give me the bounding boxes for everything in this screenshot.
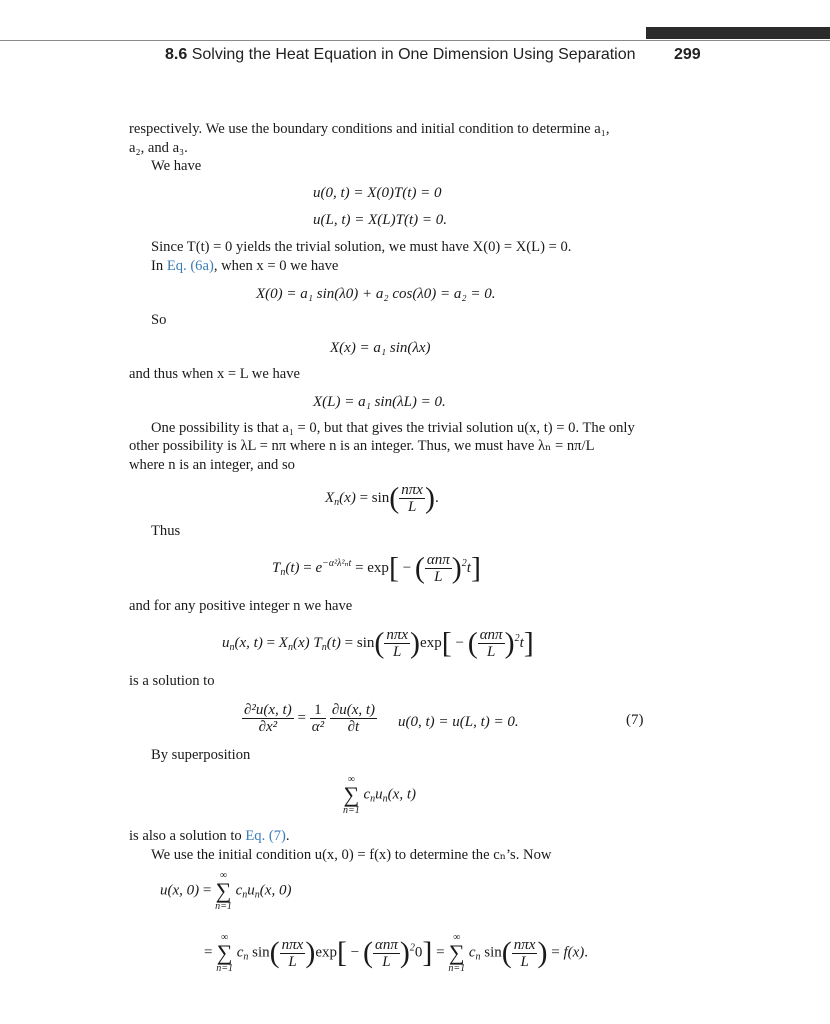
paragraph-line: and thus when x = L we have [129, 366, 301, 382]
paragraph-line: other possibility is λL = nπ where n is an integer. Thus, we must have λₙ = nπ/L [129, 438, 595, 454]
paragraph-line: where n is an integer, and so [129, 457, 295, 473]
equation-un: $u_n(x$, $t) = X_n(x) T_n(t) = \sin$( $\frac{\text{nπx}}{L}$ )exp[ − ( $\frac{\text{αnπ}}{L}$ )$^2$t] [222, 626, 534, 660]
equation-heat-bc: u(0, t) = u(L, t) = 0. [398, 714, 519, 730]
equation-superposition: ∞ ∑ n=1 $c_nu_n(x$, t) [343, 774, 416, 816]
equation-x-zero: X(0) = a₁ sin(λ0) + a₂ cos(λ0) = a₂ = 0. [256, 286, 496, 302]
page-number: 299 [674, 46, 701, 63]
section-title: Solving the Heat Equation in One Dimension Using Separation [191, 46, 636, 63]
section-number: 8.6 [165, 46, 188, 63]
equation-x: X(x) = a₁ sin(λx) [330, 340, 431, 356]
text-fragment: . [285, 828, 290, 844]
paragraph-line: is a solution to [129, 673, 215, 689]
equation-tn: $T_n(t) = e^{-\alpha^2\lambda^2_nt} = \exp$[ − ( $\frac{\text{αnπ}}{L}$ )$^2$t] [272, 551, 481, 585]
paragraph-line: So [151, 312, 167, 328]
paragraph-line: By superposition [151, 747, 251, 763]
paragraph-line: Thus [151, 523, 181, 539]
equation-boundary-2: u(L, t) = X(L)T(t) = 0. [313, 212, 447, 228]
paragraph-line: Since T(t) = 0 yields the trivial solution, we must have X(0) = X(L) = 0. [151, 239, 572, 255]
header-bar [646, 27, 830, 39]
paragraph-line [129, 827, 290, 846]
equation-initial-1: u(x, 0) = ∞ ∑ n=1 $c_nu_n(x$, 0) [160, 870, 292, 912]
equation-xn: $X_n(x) = \sin$( $\frac{\text{nπx}}{L}$ ). [325, 481, 439, 515]
text-fragment: is also a solution to [129, 828, 246, 844]
equation-boundary-1: u(0, t) = X(0)T(t) = 0 [313, 185, 442, 201]
paragraph-line: One possibility is that a₁ = 0, but that gives the trivial solution u(x, t) = 0. The only [151, 420, 635, 436]
running-head [165, 46, 636, 64]
text-fragment: , when x = 0 we have [213, 258, 339, 274]
eq-7-link[interactable]: Eq. (7) [245, 828, 286, 844]
paragraph-line: and for any positive integer n we have [129, 598, 353, 614]
equation-initial-2: = ∞ ∑ n=1 $c_n$ sin( $\frac{\text{nπx}}{L}$ )exp[ − ( $\frac{\text{αnπ}}{L}$ )$^2$0] = ∞ ∑ n=1 $c_n$ sin( $\frac{\text{nπx}}{L}$ ) = f(x). [204, 932, 589, 974]
paragraph-line: a₂, and a₃. [129, 140, 188, 156]
eq-6a-link[interactable]: Eq. (6a) [166, 258, 214, 274]
equation-x-l: X(L) = a₁ sin(λL) = 0. [313, 394, 446, 410]
paragraph-line [151, 257, 338, 276]
paragraph-line: We have [151, 158, 202, 174]
header-rule [0, 40, 830, 41]
paragraph-line: respectively. We use the boundary conditions and initial condition to determine a₁, [129, 121, 610, 137]
text-fragment: In [151, 258, 167, 274]
paragraph-line: We use the initial condition u(x, 0) = f(x) to determine the cₙ’s. Now [151, 847, 552, 863]
equation-number: (7) [626, 712, 644, 728]
equation-heat-pde: $\frac{\text{∂²u(x, t)}}{\text{∂x²}}$ = $\frac{1}{\text{α²}}$ $\frac{\partial u(x, t)}{\partial t}$ [244, 702, 376, 735]
